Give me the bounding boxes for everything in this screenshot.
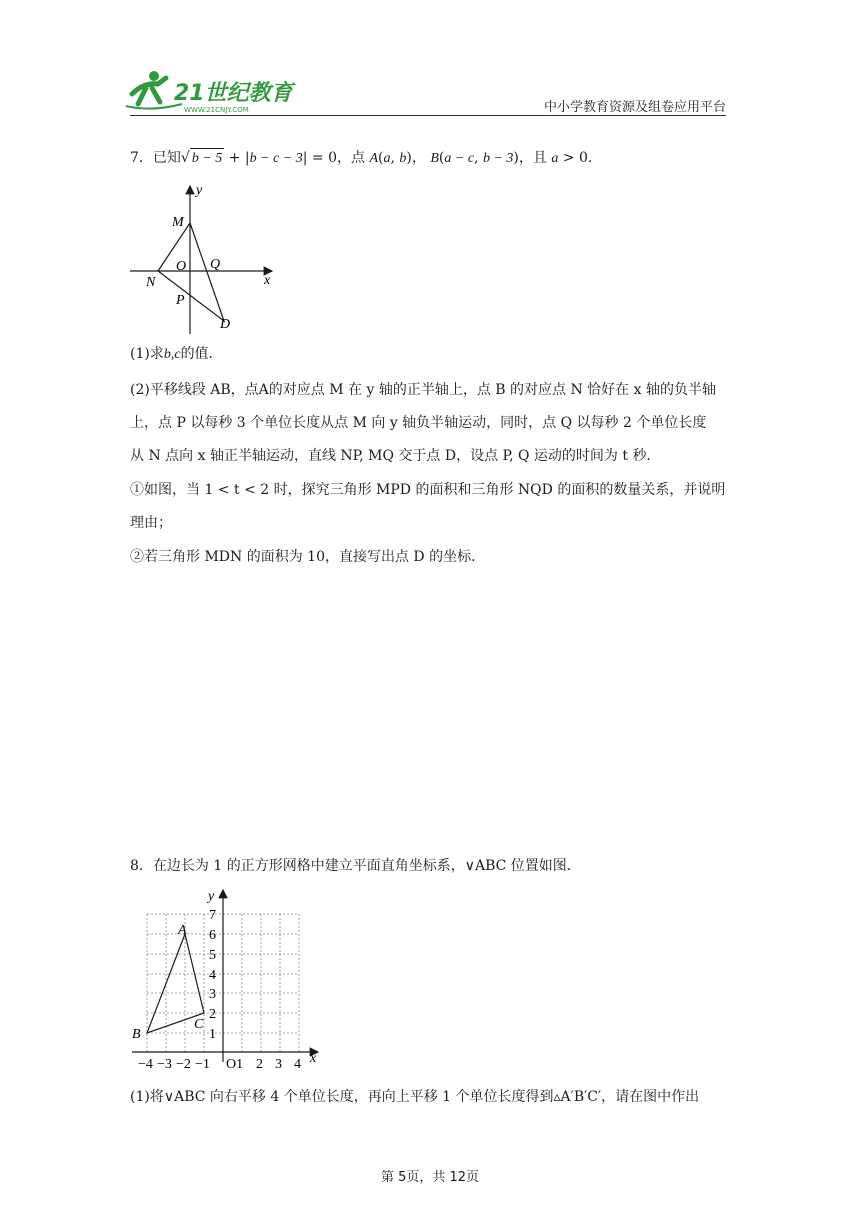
q7-part2-line1: (2)平移线段 AB，点A的对应点 M 在 y 轴的正半轴上，点 B 的对应点 N 恰好在 x 轴的负半轴 [130, 382, 716, 398]
q7-part2-line3: 从 N 点向 x 轴正半轴运动，直线 NP, MQ 交于点 D，设点 P, Q 运动的时间为 t 秒． [130, 448, 661, 464]
y-tick-labels [209, 908, 216, 1042]
svg-text:−1: −1 [195, 1057, 210, 1070]
svg-text:6: 6 [209, 928, 216, 943]
point-label-B: B [132, 1027, 141, 1042]
svg-text:1: 1 [209, 1027, 216, 1042]
q8-stem: 8．在边长为 1 的正方形网格中建立平面直角坐标系，∨ABC 位置如图． [130, 858, 581, 874]
point-label-A: A [178, 923, 187, 938]
q7-part2-line2: 上，点 P 以每秒 3 个单位长度从点 M 向 y 轴负半轴运动，同时，点 Q 以每秒 2 个单位长度 [130, 415, 707, 431]
fig-label-D: D [220, 317, 231, 332]
svg-text:2: 2 [256, 1057, 263, 1070]
fig-label-x: x [264, 273, 271, 288]
svg-text:−3: −3 [157, 1057, 172, 1070]
svg-text:5: 5 [209, 948, 216, 963]
svg-text:−4: −4 [138, 1057, 153, 1070]
svg-text:4: 4 [209, 968, 216, 983]
header-divider [130, 115, 726, 116]
svg-text:2: 2 [209, 1007, 216, 1022]
page-footer: 第 5页，共 12页 [380, 1170, 480, 1185]
q7-part1: (1)求b,c的值． [130, 346, 223, 362]
q7-stem: 7．已知√ b − 5 + |b − c − 3| = 0，点 A(a, b)， B(a − c, b − 3)，且 a > 0． [130, 148, 602, 169]
platform-name: 中小学教育资源及组卷应用平台 [543, 100, 726, 115]
q7-number: 7． [130, 150, 153, 166]
q7-cond: ，且 [518, 150, 547, 166]
svg-text:7: 7 [209, 908, 216, 923]
q8-grid-figure [128, 884, 328, 1070]
svg-text:4: 4 [294, 1057, 301, 1070]
fig-label-Q: Q [210, 257, 221, 272]
q7-figure [126, 182, 286, 338]
fig-label-y: y [196, 183, 203, 198]
q8-part1: (1)将∨ABC 向右平移 4 个单位长度，再向上平移 1 个单位长度得到▵A′B′C′，请在图中作出 [130, 1089, 700, 1105]
q7-part2-sub1-line2: 理由； [130, 515, 172, 531]
q7-stem-suffix: ，点 [337, 150, 366, 166]
svg-text:3: 3 [275, 1057, 282, 1070]
q7-part2-sub1-line1: ①如图，当 1 < t < 2 时，探究三角形 MPD 的面积和三角形 NQD 的面积的数量关系，并说明 [130, 482, 726, 498]
logo-url: WWW.21CNJY.COM [184, 106, 249, 114]
fig-label-O: O [176, 259, 187, 274]
point-label-C: C [194, 1017, 204, 1032]
q8-number: 8． [130, 858, 153, 874]
fig-label-M: M [172, 215, 184, 230]
svg-text:3: 3 [209, 987, 216, 1002]
axis-label-y: y [208, 889, 215, 904]
svg-text:O1: O1 [226, 1057, 244, 1070]
site-logo [122, 66, 297, 114]
q7-stem-prefix: 已知 [152, 150, 181, 166]
q7-part2-sub2: ②若三角形 MDN 的面积为 10，直接写出点 D 的坐标． [130, 549, 486, 565]
svg-text:−2: −2 [176, 1057, 191, 1070]
fig-label-N: N [146, 275, 156, 290]
logo-text: 21世纪教育 [174, 81, 293, 106]
fig-label-P: P [176, 293, 185, 308]
x-tick-labels [138, 1057, 301, 1070]
triangle-lines [158, 223, 224, 321]
axis-label-x: x [310, 1051, 317, 1066]
